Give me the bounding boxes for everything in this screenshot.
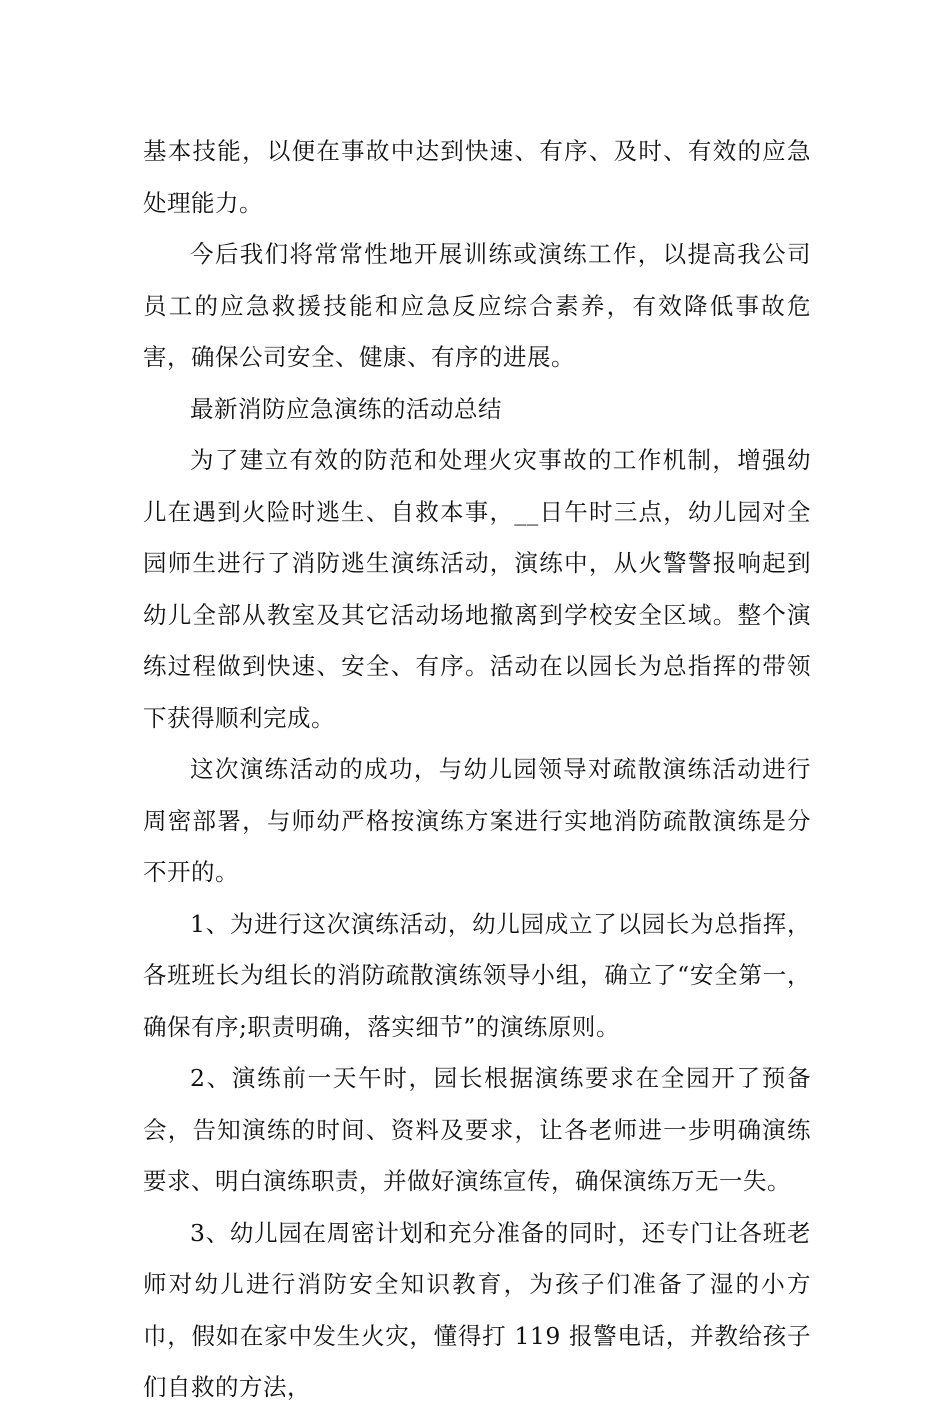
paragraph-item-3: 3、幼儿园在周密计划和充分准备的同时，还专门让各班老师对幼儿进行消防安全知识教育，为孩子们准备了湿的小方巾，假如在家中发生火灾，懂得打 119 报警电话，并教给孩子们自救的方法，: [143, 1218, 811, 1401]
paragraph-success: 这次演练活动的成功，与幼儿园领导对疏散演练活动进行周密部署，与师幼严格按演练方案进行实地消防疏散演练是分不开的。: [143, 755, 811, 886]
paragraph-continuation: 基本技能，以便在事故中达到快速、有序、及时、有效的应急处理能力。: [143, 137, 811, 217]
paragraph-future-training: 今后我们将常常性地开展训练或演练工作，以提高我公司员工的应急救援技能和应急反应综合素养，有效降低事故危害，确保公司安全、健康、有序的进展。: [143, 240, 811, 371]
paragraph-item-1: 1、为进行这次演练活动，幼儿园成立了以园长为总指挥，各班班长为组长的消防疏散演练领导小组，确立了“安全第一，确保有序;职责明确，落实细节”的演练原则。: [143, 909, 811, 1041]
paragraph-intro: 为了建立有效的防范和处理火灾事故的工作机制，增强幼儿在遇到火险时逃生、自救本事，__日午时三点，幼儿园对全园师生进行了消防逃生演练活动，演练中，从火警警报响起到幼儿全部从教室及其它活动场地撤离到学校安全区域。整个演练过程做到快速、安全、有序。活动在以园长为总指挥的带领下获得顺利完成。: [143, 446, 811, 732]
document-body: [143, 126, 811, 1414]
paragraph-item-2: 2、演练前一天午时，园长根据演练要求在全园开了预备会，告知演练的时间、资料及要求，让各老师进一步明确演练要求、明白演练职责，并做好演练宣传，确保演练万无一失。: [143, 1064, 811, 1195]
section-heading: 最新消防应急演练的活动总结: [190, 394, 502, 423]
